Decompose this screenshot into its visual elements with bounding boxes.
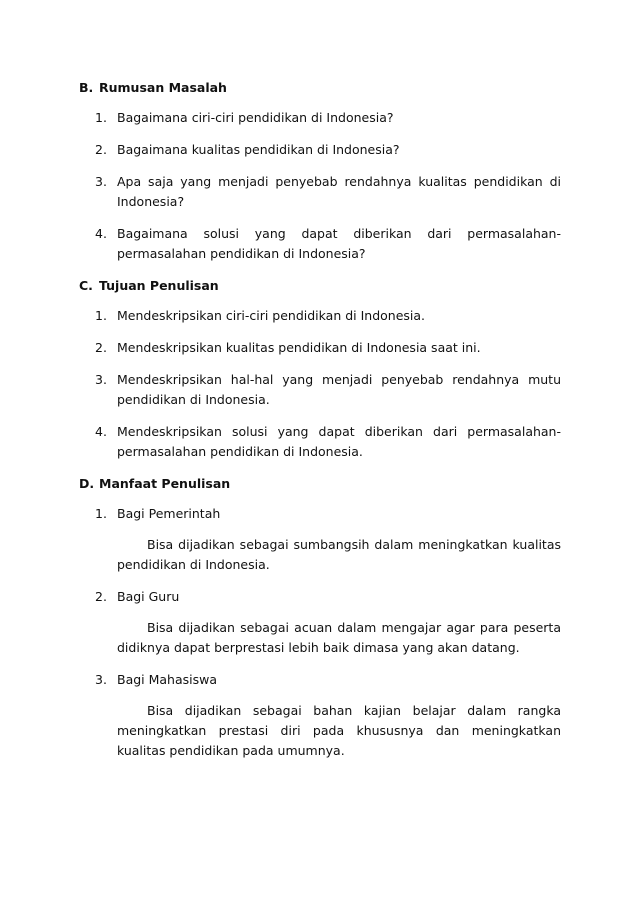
list-item — [79, 587, 561, 658]
item-text: Apa saja yang menjadi penyebab rendahnya kualitas pendidikan di Indonesia? — [117, 174, 561, 209]
item-text: Mendeskripsikan solusi yang dapat diberikan dari permasalahan-permasalahan pendidikan di Indonesia. — [117, 424, 561, 459]
item-number: 1. — [95, 110, 107, 125]
item-number: 2. — [95, 589, 107, 604]
section-letter: B. — [79, 80, 94, 95]
numbered-list — [79, 306, 561, 462]
sub-heading: Bagi Pemerintah — [117, 506, 221, 521]
list-item — [79, 108, 561, 128]
item-text: Mendeskripsikan kualitas pendidikan di Indonesia saat ini. — [117, 340, 481, 355]
item-text: Bagaimana kualitas pendidikan di Indonesia? — [117, 142, 400, 157]
list-item — [79, 422, 561, 462]
item-text: Bagaimana ciri-ciri pendidikan di Indonesia? — [117, 110, 394, 125]
section-heading — [79, 474, 561, 494]
item-text: Bagaimana solusi yang dapat diberikan dari permasalahan-permasalahan pendidikan di Indonesia? — [117, 226, 561, 261]
section-letter: D. — [79, 476, 95, 491]
item-number: 3. — [95, 174, 107, 189]
section-tujuan-penulisan — [79, 276, 561, 462]
list-item — [79, 670, 561, 761]
numbered-list — [79, 108, 561, 264]
list-item — [79, 370, 561, 410]
list-item — [79, 224, 561, 264]
sub-paragraph: Bisa dijadikan sebagai sumbangsih dalam meningkatkan kualitas pendidikan di Indonesia. — [117, 537, 561, 572]
list-item — [79, 306, 561, 326]
list-item — [79, 504, 561, 575]
sub-heading: Bagi Guru — [117, 589, 180, 604]
item-number: 1. — [95, 308, 107, 323]
numbered-list — [79, 504, 561, 761]
item-text: Mendeskripsikan hal-hal yang menjadi penyebab rendahnya mutu pendidikan di Indonesia. — [117, 372, 561, 407]
sub-paragraph: Bisa dijadikan sebagai acuan dalam mengajar agar para peserta didiknya dapat berprestasi lebih baik dimasa yang akan datang. — [117, 620, 561, 655]
item-number: 4. — [95, 424, 107, 439]
section-heading — [79, 276, 561, 296]
item-number: 2. — [95, 142, 107, 157]
item-number: 2. — [95, 340, 107, 355]
item-number: 3. — [95, 372, 107, 387]
item-number: 4. — [95, 226, 107, 241]
item-number: 3. — [95, 672, 107, 687]
section-letter: C. — [79, 278, 93, 293]
list-item — [79, 140, 561, 160]
sub-heading: Bagi Mahasiswa — [117, 672, 218, 687]
list-item — [79, 172, 561, 212]
sub-paragraph: Bisa dijadikan sebagai bahan kajian belajar dalam rangka meningkatkan prestasi diri pada khususnya dan meningkatkan kualitas pendidikan pada umumnya. — [117, 703, 561, 758]
item-text: Mendeskripsikan ciri-ciri pendidikan di Indonesia. — [117, 308, 426, 323]
item-number: 1. — [95, 506, 107, 521]
section-title: Rumusan Masalah — [99, 80, 227, 95]
document-page — [79, 78, 561, 773]
section-heading — [79, 78, 561, 98]
section-title: Manfaat Penulisan — [99, 476, 231, 491]
section-rumusan-masalah — [79, 78, 561, 264]
section-title: Tujuan Penulisan — [99, 278, 219, 293]
list-item — [79, 338, 561, 358]
section-manfaat-penulisan — [79, 474, 561, 761]
